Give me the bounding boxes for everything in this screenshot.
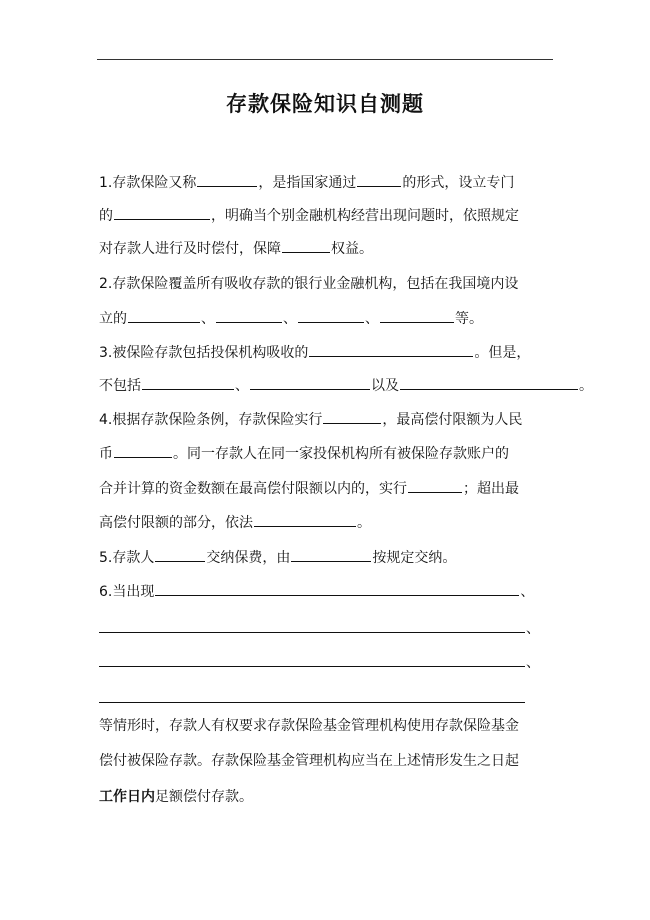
q1-line-2 bbox=[99, 204, 519, 228]
q1-blank-3[interactable] bbox=[114, 204, 210, 220]
q3-blank-4[interactable] bbox=[400, 374, 578, 390]
q5-text-a: 5.存款人 bbox=[99, 550, 155, 566]
q1-blank-4[interactable] bbox=[282, 237, 330, 253]
q2-sep-2: 、 bbox=[283, 311, 297, 327]
q1-text-a: 1.存款保险又称 bbox=[99, 175, 197, 191]
q5-text-b: 交纳保费，由 bbox=[206, 550, 291, 566]
q1-text-d: 的 bbox=[99, 208, 113, 224]
q6-sep-1: 、 bbox=[520, 584, 535, 600]
q6-para-2: 偿付被保险存款。存款保险基金管理机构应当在上述情形发生之日起 bbox=[99, 753, 519, 769]
q2-blank-1[interactable] bbox=[128, 307, 200, 323]
q1-text-b: ，是指国家通过 bbox=[258, 175, 357, 191]
q6-sep-2: 、 bbox=[526, 621, 540, 637]
q1-blank-1[interactable] bbox=[197, 171, 257, 187]
q3-text-b: 。但是， bbox=[474, 345, 531, 361]
q5-blank-1[interactable] bbox=[155, 546, 205, 562]
q2-sep-3: 、 bbox=[365, 311, 379, 327]
q3-text-c: 不包括 bbox=[99, 378, 141, 394]
q4-text-c: 币 bbox=[99, 446, 113, 462]
q4-text-g: 高偿付限额的部分，依法 bbox=[99, 515, 253, 531]
q4-text-e: 合并计算的资金数额在最高偿付限额以内的，实行 bbox=[99, 481, 407, 497]
q6-para-3 bbox=[99, 785, 253, 809]
q4-line-3 bbox=[99, 477, 519, 501]
q4-line-2 bbox=[99, 442, 509, 466]
q1-text-f: 对存款人进行及时偿付，保障 bbox=[99, 241, 281, 257]
q6-text-rest: 足额偿付存款。 bbox=[155, 789, 253, 805]
q3-blank-1[interactable] bbox=[309, 341, 473, 357]
q4-text-a: 4.根据存款保险条例，存款保险实行 bbox=[99, 412, 323, 428]
q2-text-end: 等。 bbox=[455, 311, 483, 327]
header-rule bbox=[97, 59, 553, 60]
q4-text-h: 。 bbox=[357, 515, 371, 531]
q6-bold-text: 工作日内 bbox=[99, 789, 155, 805]
q6-blank-4[interactable] bbox=[99, 702, 525, 703]
q1-text-g: 权益。 bbox=[331, 241, 373, 257]
q6-text-a: 6.当出现 bbox=[99, 584, 155, 600]
q6-line-1 bbox=[99, 580, 534, 604]
q2-blank-2[interactable] bbox=[216, 307, 282, 323]
q4-blank-1[interactable] bbox=[323, 408, 381, 424]
q3-line-2 bbox=[99, 374, 593, 398]
q4-blank-4[interactable] bbox=[254, 511, 356, 527]
q4-blank-2[interactable] bbox=[114, 442, 172, 458]
q1-line-1 bbox=[99, 171, 514, 195]
q5-blank-2[interactable] bbox=[291, 546, 371, 562]
q3-sep: 、 bbox=[235, 378, 249, 394]
q3-text-e: 。 bbox=[579, 378, 593, 394]
q4-text-d: 。同一存款人在同一家投保机构所有被保险存款账户的 bbox=[173, 446, 509, 462]
q4-text-b: ，最高偿付限额为人民 bbox=[382, 412, 523, 428]
q6-blank-2[interactable] bbox=[99, 632, 525, 633]
q2-line-1: 2.存款保险覆盖所有吸收存款的银行业金融机构，包括在我国境内设 bbox=[99, 276, 519, 292]
q3-blank-2[interactable] bbox=[142, 374, 234, 390]
q2-line-2 bbox=[99, 307, 483, 331]
q4-blank-3[interactable] bbox=[408, 477, 462, 493]
q1-blank-2[interactable] bbox=[357, 171, 401, 187]
q6-para-1: 等情形时，存款人有权要求存款保险基金管理机构使用存款保险基金 bbox=[99, 718, 519, 734]
q5-line-1 bbox=[99, 546, 456, 570]
q2-blank-4[interactable] bbox=[380, 307, 454, 323]
q5-text-c: 按规定交纳。 bbox=[372, 550, 457, 566]
q1-text-c: 的形式，设立专门 bbox=[402, 175, 515, 191]
q3-text-a: 3.被保险存款包括投保机构吸收的 bbox=[99, 345, 309, 361]
q1-line-3 bbox=[99, 237, 373, 261]
q6-blank-1[interactable] bbox=[155, 580, 519, 596]
q6-blank-3[interactable] bbox=[99, 666, 525, 667]
q2-text-b: 立的 bbox=[99, 311, 127, 327]
q2-sep-1: 、 bbox=[201, 311, 215, 327]
q2-blank-3[interactable] bbox=[298, 307, 364, 323]
q3-line-1 bbox=[99, 341, 530, 365]
q4-line-4 bbox=[99, 511, 371, 535]
q3-text-d: 以及 bbox=[371, 378, 399, 394]
page-title: 存款保险知识自测题 bbox=[226, 92, 424, 116]
q6-sep-3: 、 bbox=[526, 655, 540, 671]
q4-line-1 bbox=[99, 408, 522, 432]
q4-text-f: ；超出最 bbox=[463, 481, 519, 497]
q1-text-e: ，明确当个别金融机构经营出现问题时，依照规定 bbox=[211, 208, 519, 224]
q3-blank-3[interactable] bbox=[250, 374, 370, 390]
